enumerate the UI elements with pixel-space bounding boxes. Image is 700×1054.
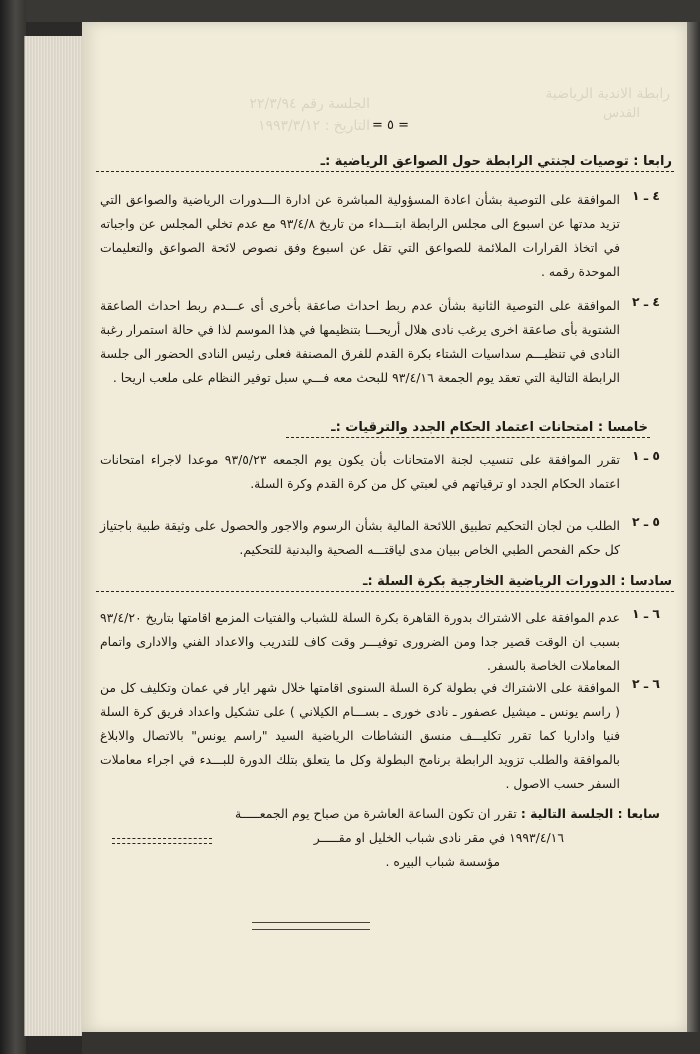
next-session-line-3 — [100, 850, 660, 874]
section-4-heading-rule — [96, 171, 674, 172]
scanner-top-edge — [0, 0, 700, 22]
section-4-heading — [96, 154, 674, 172]
section-5-heading — [286, 420, 650, 438]
next-session-label: سابعا : الجلسة التالية : — [520, 806, 660, 821]
next-session-text-3: مؤسسة شباب البيره . — [385, 854, 500, 869]
section-5-item-1 — [100, 448, 660, 520]
bleed-through-line-2: القدس — [603, 106, 640, 121]
section-6-item-1 — [100, 606, 660, 678]
item-number: ٤ ـ ١ — [631, 188, 660, 203]
bleed-through-line-1: رابطة الاندية الرياضية — [545, 86, 670, 102]
section-4-heading-text: رابعا : توصيات لجنتي الرابطة حول الصواعق الرياضية :ـ — [320, 154, 672, 169]
item-number: ٥ ـ ١ — [631, 448, 660, 463]
item-text: عدم الموافقة على الاشتراك بدورة القاهرة بكرة السلة للشباب والفتيات المزمع اقامتها بتاريخ ٩٣/٤/٢٠ بسبب ان الوقت قصير جدا ومن الضرورى توفيـــر وقت كاف للتدريب والاعداد الفني والادارى واتمام المعاملات الخاصة بالسفر. — [100, 610, 620, 673]
bleed-through-line-3: الجلسة رقم ٢٢/٣/٩٤ — [249, 96, 370, 112]
next-session-line-1 — [100, 802, 660, 826]
item-text: الموافقة على التوصية بشأن اعادة المسؤولية المباشرة عن ادارة الـــدورات الرياضية والصواعق التي تزيد مدتها عن اسبوع الى مجلس الرابطة ابتـــداء من تاريخ ٩٣/٤/٨ مع عدم تخلي المجلس عن واجباته في اتخاذ القرارات الملائمة للصواعق التي تقل عن اسبوع وفق نصوص لائحة الصواعق والتعليمات الموحدة رقمه . — [100, 192, 620, 279]
section-5-heading-text: خامسا : امتحانات اعتماد الحكام الجدد والترقيات :ـ — [331, 420, 648, 435]
book-binding — [0, 0, 26, 1054]
bleed-through-line-4: التاريخ : ١٩٩٣/٣/١٢ — [257, 118, 370, 134]
page-right-shadow — [687, 22, 700, 1054]
item-number: ٦ ـ ٢ — [631, 676, 660, 691]
end-divider — [252, 922, 370, 930]
item-text: الموافقة على التوصية الثانية بشأن عدم ربط احداث صاعقة بأخرى أى عـــدم ربط احداث الصاعقة الشتوية بأى صاعقة اخرى يرغب نادى هلال أريحـــا بتنظيمها في هذا الموسم لذا في حالة استمرار رغبة النادى في تنظيـــم سداسيات الشتاء بكرة القدم للفرق المصنفة فعلى رئيس النادى الحضور الى جلسة الرابطة التالية التي تعقد يوم الجمعة ٩٣/٤/١٦ للبحث معه فـــي سبل توفير النظام على ملعب اريحا . — [100, 298, 620, 385]
section-4-item-2 — [100, 294, 660, 438]
item-number: ٤ ـ ٢ — [631, 294, 660, 309]
item-text: الموافقة على الاشتراك في بطولة كرة السلة السنوى اقامتها خلال شهر ايار في عمان وتكليف كل من ( راسم يونس ـ ميشيل عصفور ـ نادى خورى ـ بســـام الكيلاني ) على تشكيل واعداد فريق كرة السلة فنيا واداريا كما تقرر تكليـــف منسق النشاطات الرياضية السيد "راسم يونس" بالاتصال والابلاغ بالموافقة والطلب تزويد الرابطة برنامج البطولة وكل ما يتعلق بتلك الدورة للبـــدء في اجراء معاملات السفر حسب الاصول . — [100, 680, 620, 791]
double-dash-rule-left — [112, 838, 212, 844]
page-bottom-shadow — [82, 1032, 700, 1054]
item-text: الطلب من لجان التحكيم تطبيق اللائحة المالية بشأن الرسوم والاجور والحصول على وثيقة طبية باجتياز كل حكم الفحص الطبي الخاص ببيان مدى لياقتـــه الصحية والبدنية للتحكيم. — [100, 518, 620, 557]
item-number: ٥ ـ ٢ — [631, 514, 660, 529]
section-4-item-1 — [100, 188, 660, 308]
section-6-heading-text: سادسا : الدورات الرياضية الخارجية بكرة السلة :ـ — [363, 574, 672, 589]
next-session-text-2: ١٩٩٣/٤/١٦ في مقر نادى شباب الخليل او مقـــــر — [313, 830, 564, 845]
section-6-item-2 — [100, 676, 660, 796]
section-6-heading-rule — [96, 591, 674, 592]
section-5-heading-rule — [286, 437, 650, 438]
section-6-heading — [96, 574, 674, 592]
page-number: = ٥ = — [372, 118, 410, 133]
item-number: ٦ ـ ١ — [631, 606, 660, 621]
next-session-text-1: تقرر ان تكون الساعة العاشرة من صباح يوم الجمعـــــة — [234, 806, 517, 821]
item-text: تقرر الموافقة على تنسيب لجنة الامتحانات بأن يكون يوم الجمعه ٩٣/٥/٢٣ موعدا لاجراء امتحانات اعتماد الحكام الجدد او ترقياتهم في لعبتي كل من كرة القدم وكرة السلة. — [100, 452, 620, 491]
